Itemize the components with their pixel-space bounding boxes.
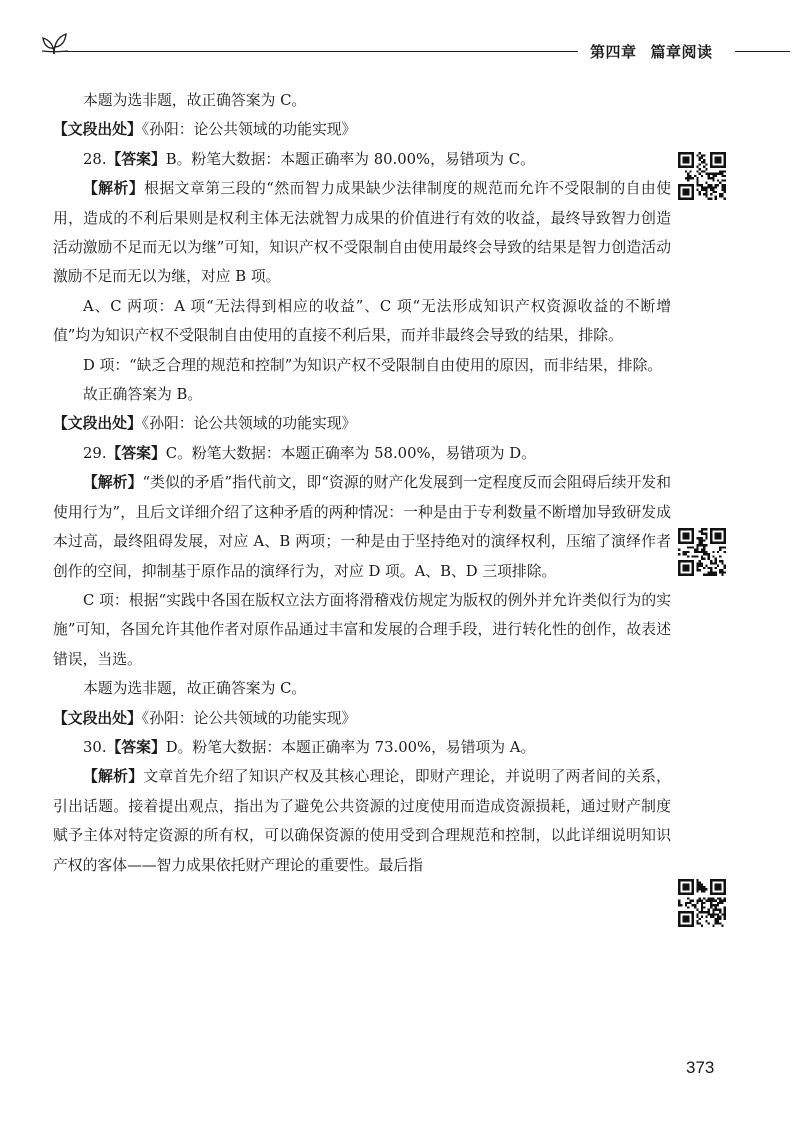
paragraph: 本题为选非题，故正确答案为 C。 xyxy=(83,680,307,698)
header-rule xyxy=(58,51,578,52)
analysis-28: 【解析】根据文章第三段的“然而智力成果缺少法律制度的规范而允许不受限制的自由使用，造成的不利后果则是权利主体无法就智力成果的价值进行有效的收益，最终导致智力创造活动激励不足而无以为继”可知，知识产权不受限制自由使用最终会导致的结果是智力创造活动激励不足而无以为继，对应 B 项。 xyxy=(53,180,671,286)
analysis-30: 【解析】文章首先介绍了知识产权及其核心理论，即财产理论，并说明了两者间的关系，引出话题。接着提出观点，指出为了避免公共资源的过度使用而造成资源损耗，通过财产制度赋予主体对特定资源的所有权，可以确保资源的使用受到合理规范和控制，以此详细说明知识产权的客体——智力成果依托财产理论的重要性。最后指 xyxy=(53,768,671,874)
source-line: 【文段出处】《孙阳：论公共领域的功能实现》 xyxy=(53,709,357,727)
answer-line-29: 29.【答案】C。粉笔大数据：本题正确率为 58.00%，易错项为 D。 xyxy=(83,444,536,462)
chapter-title xyxy=(590,41,727,62)
paragraph: D 项：“缺乏合理的规范和控制”为知识产权不受限制自由使用的原因，而非结果，排除。 xyxy=(83,356,663,374)
answer-line-30: 30.【答案】D。粉笔大数据：本题正确率为 73.00%，易错项为 A。 xyxy=(83,738,536,756)
chapter-section: 篇章阅读 xyxy=(650,43,713,61)
page-header xyxy=(0,0,800,70)
source-line: 【文段出处】《孙阳：论公共领域的功能实现》 xyxy=(53,415,357,433)
paragraph: 故正确答案为 B。 xyxy=(83,386,203,404)
paragraph: A、C 两项：A 项“无法得到相应的收益”、C 项“无法形成知识产权资源收益的不断增值”均为知识产权不受限制自由使用的直接不利后果，而并非最终会导致的结果，排除。 xyxy=(53,297,671,345)
qr-code-icon[interactable] xyxy=(678,528,726,576)
paragraph: 本题为选非题，故正确答案为 C。 xyxy=(83,92,307,109)
leaf-icon xyxy=(40,30,68,56)
page-number: 373 xyxy=(686,1058,715,1077)
source-line: 【文段出处】《孙阳：论公共领域的功能实现》 xyxy=(53,121,357,139)
qr-code-icon[interactable] xyxy=(678,152,726,200)
chapter-number: 第四章 xyxy=(590,43,637,61)
answer-line-28: 28.【答案】B。粉笔大数据：本题正确率为 80.00%，易错项为 C。 xyxy=(83,150,535,168)
qr-code-icon[interactable] xyxy=(678,879,726,927)
header-rule-right xyxy=(735,51,790,52)
page-body xyxy=(53,86,671,880)
analysis-29: 【解析】“类似的矛盾”指代前文，即“资源的财产化发展到一定程度反而会阻碍后续开发和使用行为”，且后文详细介绍了这种矛盾的两种情况：一种是由于专利数量不断增加导致研发成本过高，最终阻碍发展，对应 A、B 两项；一种是由于坚持绝对的演绎权利，压缩了演绎作者创作的空间，抑制基于原作品的演绎行为，对应 D 项。A、B、D 三项排除。 xyxy=(53,474,671,580)
paragraph: C 项：根据“实践中各国在版权立法方面将滑稽戏仿规定为版权的例外并允许类似行为的实施”可知，各国允许其他作者对原作品通过丰富和发展的合理手段，进行转化性的创作，故表述错误，当选。 xyxy=(53,591,671,668)
